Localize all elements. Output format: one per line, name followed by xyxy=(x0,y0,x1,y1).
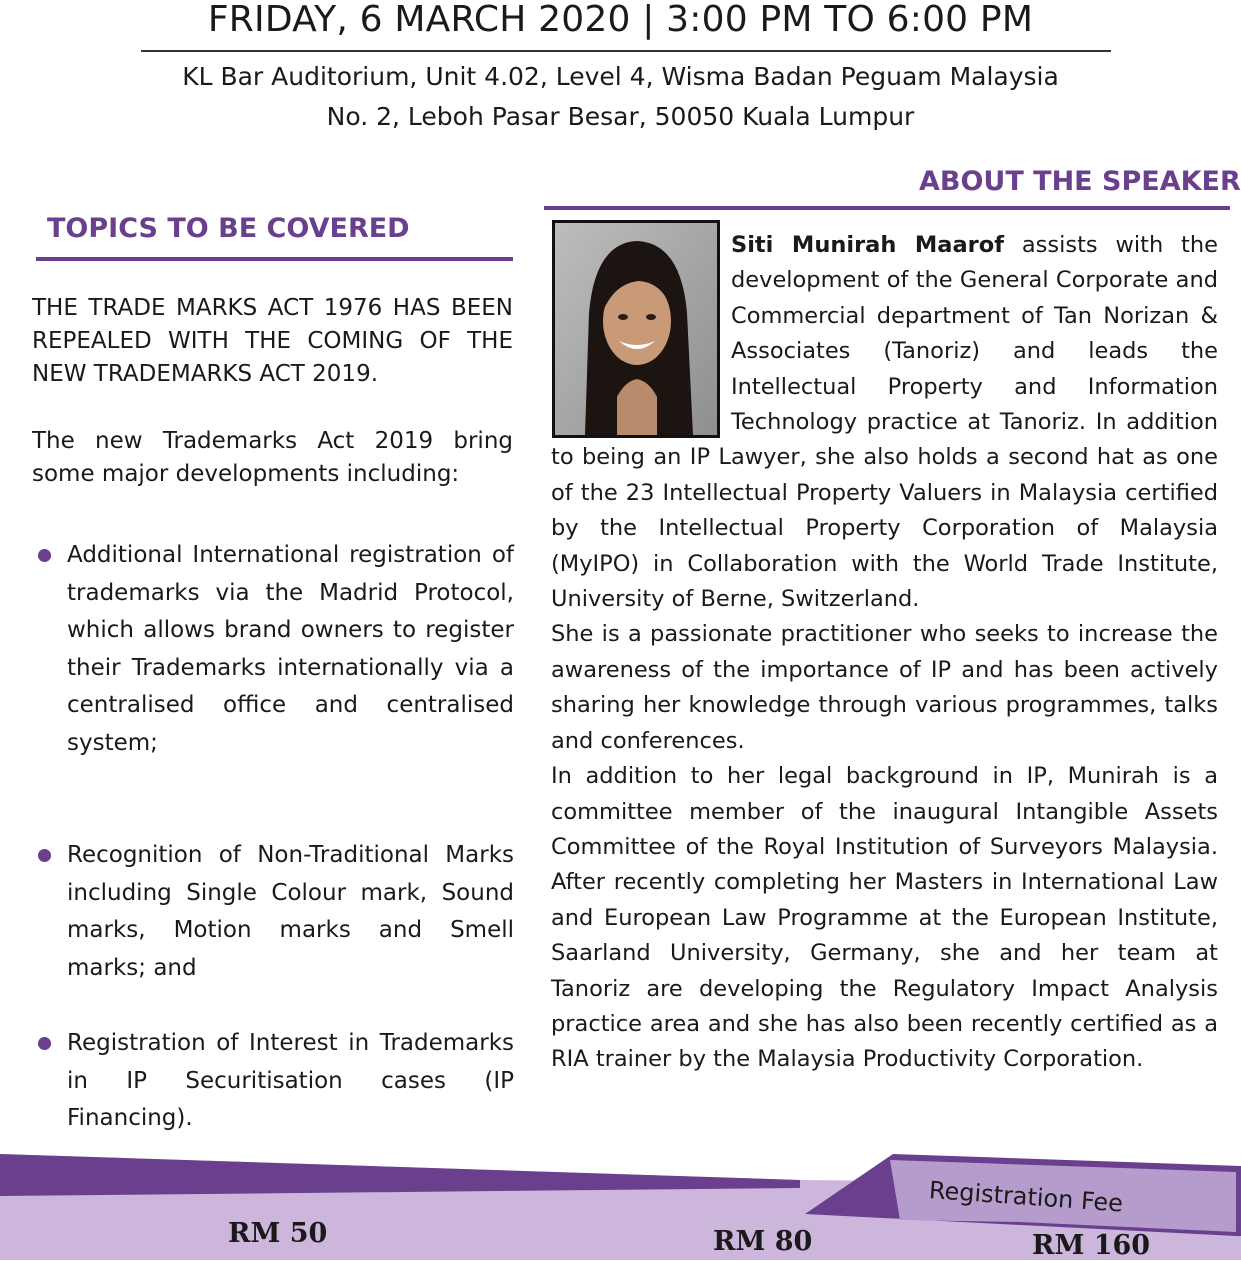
bullet-dot-icon xyxy=(38,849,51,862)
topic-bullet-text: Recognition of Non-Traditional Marks including Single Colour mark, Sound marks, Motion marks and Smell marks; and xyxy=(67,842,514,981)
registration-fee-label: Registration Fee xyxy=(928,1176,1124,1218)
speaker-bio xyxy=(551,228,1218,1078)
venue-line-1: KL Bar Auditorium, Unit 4.02, Level 4, Wisma Badan Peguam Malaysia xyxy=(182,62,1059,91)
speaker-bio-text-1: assists with the development of the General Corporate and Commercial department of Tan Norizan & Associates (Tanoriz) and leads the Intellectual Property and Information Technology practice at Tanoriz. In addition to being an IP Lawyer, she also holds a second hat as one of the 23 Intellectual Property Valuers in Malaysia certified by the Intellectual Property Corporation of Malaysia (MyIPO) in Collaboration with the World Trade Institute, University of Berne, Switzerland. xyxy=(551,232,1218,613)
speaker-divider xyxy=(544,206,1230,210)
bullet-dot-icon xyxy=(38,1037,51,1050)
fee-price-2: RM 80 xyxy=(713,1226,813,1257)
topics-intro-upper: THE TRADE MARKS ACT 1976 HAS BEEN REPEALED WITH THE COMING OF THE NEW TRADEMARKS ACT 2019. xyxy=(32,295,513,387)
topic-bullet-nontraditional xyxy=(36,837,514,987)
topic-bullet-text: Additional International registration of trademarks via the Madrid Protocol, which allows brand owners to register their Trademarks internationally via a centralised office and centralised system; xyxy=(67,542,514,756)
speaker-title: ABOUT THE SPEAKER xyxy=(919,166,1241,197)
speaker-bio-paragraph-2: She is a passionate practitioner who seeks to increase the awareness of the importance of IP and has been actively sharing her knowledge through various programmes, talks and conferences. xyxy=(551,621,1218,754)
fee-price-3: RM 160 xyxy=(1032,1230,1151,1261)
topic-bullet-text: Registration of Interest in Trademarks in IP Securitisation cases (IP Financing). xyxy=(67,1030,514,1131)
event-date-time: FRIDAY, 6 MARCH 2020 | 3:00 PM TO 6:00 PM xyxy=(207,0,1034,40)
speaker-name: Siti Munirah Maarof xyxy=(731,232,1004,258)
topics-intro: The new Trademarks Act 2019 bring some major developments including: xyxy=(32,428,513,487)
topic-bullet-securitisation xyxy=(36,1025,514,1138)
topics-title: TOPICS TO BE COVERED xyxy=(47,213,410,244)
bullet-dot-icon xyxy=(38,549,51,562)
header-divider xyxy=(141,50,1111,52)
photo-wrap-spacer xyxy=(551,228,731,440)
topics-divider xyxy=(36,257,513,261)
speaker-bio-paragraph-3: In addition to her legal background in IP, Munirah is a committee member of the inaugural Intangible Assets Committee of the Royal Institution of Surveyors Malaysia. After recently completing her Masters in International Law and European Law Programme at the European Institute, Saarland University, Germany, she and her team at Tanoriz are developing the Regulatory Impact Analysis practice area and she has also been recently certified as a RIA trainer by the Malaysia Productivity Corporation. xyxy=(551,763,1218,1073)
topic-bullet-madrid xyxy=(36,537,514,762)
fee-price-1: RM 50 xyxy=(228,1218,328,1249)
venue-line-2: No. 2, Leboh Pasar Besar, 50050 Kuala Lumpur xyxy=(326,102,915,131)
